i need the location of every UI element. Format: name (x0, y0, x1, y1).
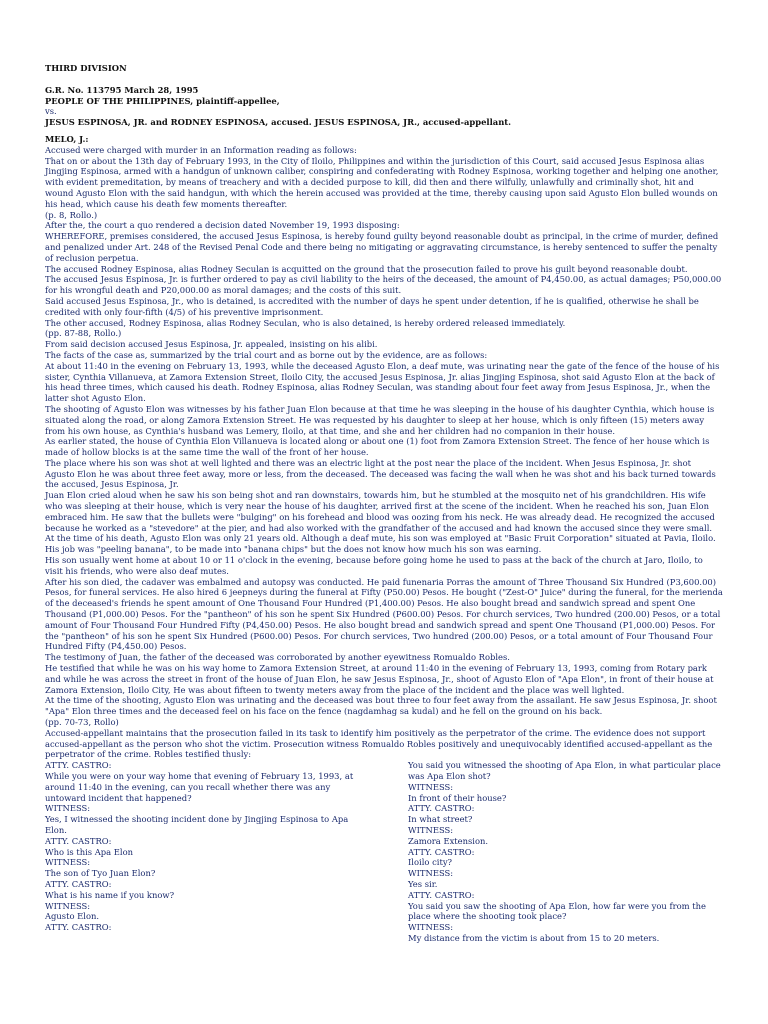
paragraph: The other accused, Rodney Espinosa, alias Rodney Seculan, who is also detained, is hereby ordered released immediately. (45, 317, 566, 328)
case-number: G.R. No. 113795 March 28, 1995 (45, 84, 199, 95)
paragraph: Said accused Jesus Espinosa, Jr., who is detained, is accredited with the number of days he spent under detention, if he is qualified, otherwise he shall be credited with only four-fifth (4/5) of his preventive imprisonment. (45, 295, 699, 317)
paragraph: After the, the court a quo rendered a decision dated November 19, 1993 disposing: (45, 220, 400, 231)
paragraph: Accused were charged with murder in an Information reading as follows: (45, 144, 357, 155)
testimony-line: What is his name if you know? (45, 889, 175, 900)
testimony-line: The son of Tyo Juan Elon? (45, 868, 156, 879)
paragraph: (p. 8, Rollo.) (45, 209, 98, 220)
testimony-line: WITNESS: (408, 922, 454, 933)
testimony-line: While you were on your way home that evening of February 13, 1993, at around 11:40 in the evening, can you recall whether there was any untoward incident that happened? (45, 771, 354, 803)
testimony-line: WITNESS: (45, 857, 91, 868)
testimony-line: WITNESS: (408, 824, 454, 835)
testimony-line: WITNESS: (408, 781, 454, 792)
testimony-columns (45, 760, 723, 944)
testimony-line: WITNESS: (45, 900, 91, 911)
paragraph: (pp. 87-88, Rollo.) (45, 328, 122, 339)
paragraph: As earlier stated, the house of Cynthia Elon Villanueva is located along or about one (1) foot from Zamora Extension Street. The fence of her house which is made of hollow blocks is at the same time the wall of the front of her house. (45, 436, 710, 458)
paragraph: Accused-appellant maintains that the prosecution failed in its task to identify him positively as the perpetrator of the crime. The evidence does not support accused-appellant as the person who shot the victim. Prosecution witness Romualdo Robles positively and unequivocably identified accused-appellant as the perpetrator of the crime. Robles testified thusly: (45, 727, 713, 760)
paragraph: The shooting of Agusto Elon was witnesses by his father Juan Elon because at that time he was sleeping in the house of his daughter Cynthia, which house is situated along the road, or along Zamora Extension Street. He was requested by his daughter to sleep at her house, which is only fifteen (15) meters away from his own house, as Cynthia's husband was Lemery, Iloilo, at that time, and she and her children had no companion in their house. (45, 403, 715, 436)
testimony-line: You said you witnessed the shooting of Apa Elon, in what particular place was Apa Elon shot? (408, 760, 721, 781)
testimony-line: ATTY. CASTRO: (408, 846, 475, 857)
paragraph: The place where his son was shot at well lighted and there was an electric light at the post near the place of the incident. When Jesus Espinosa, Jr. shot Agusto Elon he was about three feet away, more or less, from the deceased. The deceased was facing the wall when he was shot and his back turned towards the accused, Jesus Espinosa, Jr. (45, 457, 716, 490)
testimony-line: In what street? (408, 814, 473, 825)
testimony-line: In front of their house? (408, 792, 507, 803)
testimony-line: Yes, I witnessed the shooting incident done by Jingjing Espinosa to Apa Elon. (45, 814, 349, 835)
paragraph: The testimony of Juan, the father of the deceased was corroborated by another eyewitness Romualdo Robles. (45, 652, 510, 663)
paragraph: The accused Jesus Espinosa, Jr. is further ordered to pay as civil liability to the heirs of the deceased, the amount of P4,450.00, as actual damages; P50,000.00 for his wrongful death and P20,000.00 as moral damages; and the costs of this suit. (45, 274, 722, 296)
division-heading: THIRD DIVISION (45, 63, 127, 73)
testimony-right-column (408, 760, 723, 944)
paragraph: Juan Elon cried aloud when he saw his son being shot and ran downstairs, towards him, but he stumbled at the mosquito net of his grandchildren. His wife who was sleeping at their house, which is very near the house of his daughter, arrived first at the scene of the incident. When he reached his son, Juan Elon embraced him. He saw that the bullets were "bulging" on his forehead and blood was oozing from his neck. He was already dead. He recognized the accused because he worked as a "stevedore" at the pier, and had also worked with the grandfather of the accused and had known the accused since they were small. (45, 490, 715, 533)
document-body (45, 63, 723, 944)
paragraph: After his son died, the cadaver was embalmed and autopsy was conducted. He paid funenaria Porras the amount of Three Thousand Six Hundred (P3,600.00) Pesos, for funeral services. He also hired 6 jeepneys during the funeral at Fifty (P50.00) Pesos. He bought ("Zest-O" Juice" during the funeral, for the merienda of the deceased's friends he spent amount of One Thousand Four Hundred (P1,400.00) Pesos. He also bought bread and sandwich spread and spent One Thousand (P1,000.00) Pesos. For the "pantheon" of his son he spent Six Hundred (P600.00) Pesos. For church services, Two hundred (200.00) Pesos, or a total amount of Four Thousand Four Hundred Fifty (P4,450.00) Pesos. He also bought bread and sandwich spread and spent One Thousand (P1,000.00) Pesos. For the "pantheon" of his son he spent Six Hundred (P600.00) Pesos. For church services, Two hundred (200.00) Pesos, or a total amount of Four Thousand Four Hundred Fifty (P4,450.00) Pesos. (45, 576, 723, 652)
testimony-line: ATTY. CASTRO: (408, 803, 475, 814)
testimony-line: ATTY. CASTRO: (45, 835, 112, 846)
testimony-left-column (45, 760, 360, 944)
versus-line: vs. (45, 106, 57, 117)
testimony-line: Yes sir. (408, 878, 438, 889)
testimony-line: ATTY. CASTRO: (408, 889, 475, 900)
appellee-line: PEOPLE OF THE PHILIPPINES, plaintiff-appellee, (45, 95, 280, 106)
paragraph: From said decision accused Jesus Espinosa, Jr. appealed, insisting on his alibi. (45, 339, 378, 350)
paragraph: At about 11:40 in the evening on February 13, 1993, while the deceased Agusto Elon, a deaf mute, was urinating near the gate of the fence of the house of his sister, Cynthia Villanueva, at Zamora Extension Street, Iloilo City, the accused Jesus Espinosa, Jr. alias Jingjing Espinosa, shot said Agusto Elon at the back of his head three times, which caused his death. Rodney Espinosa, alias Rodney Seculan, was standing about four feet away from Jesus Espinosa, Jr., when the latter shot Agusto Elon. (45, 360, 720, 404)
paragraph: (pp. 70-73, Rollo) (45, 717, 119, 728)
paragraph: The accused Rodney Espinosa, alias Rodney Seculan is acquitted on the ground that the prosecution failed to prove his guilt beyond reasonable doubt. (45, 263, 688, 274)
testimony-line: ATTY. CASTRO: (45, 878, 112, 889)
testimony-line: Who is this Apa Elon (45, 846, 134, 857)
testimony-line: ATTY. CASTRO: (45, 922, 112, 933)
testimony-line: Zamora Extension. (408, 835, 489, 846)
testimony-line: Iloilo city? (408, 857, 453, 868)
testimony-line: WITNESS: (408, 868, 454, 879)
testimony-line: WITNESS: (45, 803, 91, 814)
paragraph: He testified that while he was on his way home to Zamora Extension Street, at around 11:40 in the evening of February 13, 1993, coming from Rotary park and while he was across the street in front of the house of Juan Elon, he saw Jesus Espinosa, Jr., shoot of Agusto Elon of "Apa Elon", in front of their house at Zamora Extension, Iloilo City, He was about fifteen to twenty meters away from the place of the incident and the place was well lighted. (45, 663, 714, 695)
paragraph: WHEREFORE, premises considered, the accused Jesus Espinosa, is hereby found guilty beyond reasonable doubt as principal, in the crime of murder, defined and penalized under Art. 248 of the Revised Penal Code and there being no mitigating or aggravating circumstance, is hereby sentenced to suffer the penalty of reclusion perpetua. (45, 231, 719, 263)
ponente: MELO, J.: (45, 133, 89, 144)
testimony-line: You said you saw the shooting of Apa Elon, how far were you from the place where the shooting took place? (408, 900, 706, 922)
paragraph: At the time of his death, Agusto Elon was only 21 years old. Although a deaf mute, his son was employed at "Basic Fruit Corporation" situated at Pavia, Iloilo. His job was "peeling banana", to be made into "banana chips" but the does not know how much his son was earning. (45, 533, 716, 555)
testimony-line: My distance from the victim is about from 15 to 20 meters. (408, 932, 660, 943)
decision-text (45, 145, 723, 760)
paragraph: The facts of the case as, summarized by the trial court and as borne out by the evidence, are as follows: (45, 349, 488, 360)
paragraph: That on or about the 13th day of February 1993, in the City of Iloilo, Philippines and within the jurisdiction of this Court, said accused Jesus Espinosa alias Jingjing Espinosa, armed with a handgun of unknown caliber, conspiring and confederating with Rodney Espinosa, working together and helping one another, with evident premeditation, by means of treachery and with a decided purpose to kill, did then and there wilfully, unlawfully and criminally shot, hit and wound Agusto Elon with the said handgun, with which the herein accused was provided at the time, thereby causing upon said Agusto Elon bulled wounds on his head, which cause his death few moments thereafter. (45, 155, 719, 209)
paragraph: At the time of the shooting, Agusto Elon was urinating and the deceased was bout three to four feet away from the assailant. He saw Jesus Espinosa, Jr. shoot "Apa" Elon three times and the deceased feel on his face on the fence (nagdamhag sa kudal) and he fell on the ground on his back. (45, 695, 717, 717)
testimony-line: ATTY. CASTRO: (45, 760, 112, 771)
paragraph: His son usually went home at about 10 or 11 o'clock in the evening, because before going home he used to pass at the back of the church at Jaro, Iloilo, to visit his friends, who were also deaf mutes. (45, 555, 703, 576)
accused-line: JESUS ESPINOSA, JR. and RODNEY ESPINOSA, accused. JESUS ESPINOSA, JR., accused-appellant. (45, 117, 512, 128)
testimony-line: Agusto Elon. (45, 911, 100, 922)
